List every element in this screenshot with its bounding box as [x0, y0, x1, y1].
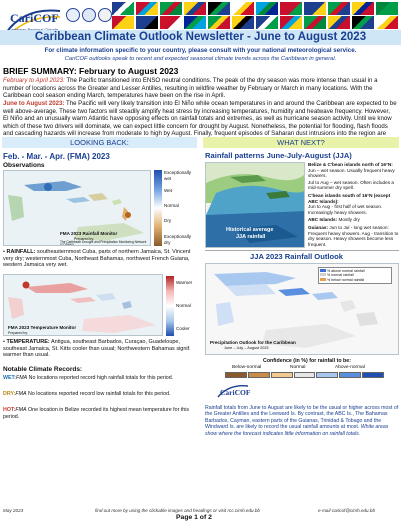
temp-scale-cooler: Cooler	[176, 326, 190, 331]
conf-normal-label: Normal	[290, 365, 306, 370]
outlook-key-box	[318, 267, 392, 284]
country-flag-icon	[304, 16, 326, 29]
caribbean-flags-strip	[112, 2, 400, 32]
fma-temperature-monitor-map[interactable]	[3, 274, 163, 336]
feb-apr-text: The Pacific transitioned into ENSO neutral conditions. The peak of the dry season was more intense than usual in a number of locations across the Greater and Lesser Antilles, resulting in wildfire weather by February or March in many locations. With the Caribbean cool season ending March, temperatures have been on the rise in April.	[3, 77, 378, 99]
country-flag-icon	[208, 2, 230, 15]
note-jul-aug: Jul to Aug – wet season. Often includes a mid-summer dry spell.	[308, 179, 394, 191]
rain-map-network: The Caribbean Drought and Precipitation Monitoring Network (CDPMN)	[60, 240, 147, 246]
outlook-map-sub: June – July – August 2023	[224, 346, 269, 350]
logo-text: CariCOF	[10, 11, 59, 25]
conf-above-label: Above-normal	[335, 365, 365, 370]
what-next-label: WHAT NEXT?	[277, 138, 325, 147]
key-below: % below normal rainfall	[320, 278, 390, 282]
jja-outlook-heading[interactable]: JJA 2023 Rainfall Outlook	[250, 252, 343, 261]
country-flag-icon	[376, 2, 398, 15]
jja-rainfall-outlook-map[interactable]	[205, 263, 399, 355]
confidence-legend-bar	[225, 372, 385, 378]
feb-apr-paragraph	[3, 77, 397, 100]
historical-rainfall-map[interactable]	[205, 162, 305, 248]
small-logo-text: CariCOF	[220, 388, 251, 397]
page-number: Page 1 of 2	[176, 514, 212, 521]
key-above: % above normal rainfall	[320, 269, 390, 273]
wmo-emblem-icon	[82, 8, 96, 22]
fma-heading[interactable]: Feb. - Mar. - Apr. (FMA) 2023	[3, 152, 110, 161]
country-flag-icon	[160, 16, 182, 29]
country-flag-icon	[136, 16, 158, 29]
historical-label: Historical average	[226, 227, 274, 233]
brief-summary-heading: BRIEF SUMMARY: February to August 2023	[3, 66, 179, 76]
rainfall-bullet: • RAINFALL: southeasternmost Cuba, parts of northern Jamaica, St. Vincent very dry; westernmost Cuba, Northeast Bahamas, northwest French Guiana, western Jamaica very wet.	[3, 249, 191, 269]
country-flag-icon	[328, 16, 350, 29]
record-wet: WET:FMA No locations reported record high rainfall totals for this period.	[3, 375, 174, 381]
records-heading: Notable Climate Records:	[3, 366, 83, 373]
rain-scale-normal: Normal	[164, 203, 179, 208]
rain-scale-ex-wet: Exceptionally wet	[164, 170, 192, 181]
rainfall-scale-bar	[154, 170, 162, 246]
temperature-scale-bar	[166, 276, 174, 336]
partner-emblem-icon	[98, 8, 112, 22]
country-flag-icon	[256, 16, 278, 29]
country-flag-icon	[328, 2, 350, 15]
country-flag-icon	[304, 2, 326, 15]
record-hot-label: HOT:	[3, 407, 16, 413]
temp-map-title: FMA 2023 Temperature Monitor	[8, 325, 77, 330]
rain-map-prepared: Prepared by:	[74, 237, 95, 241]
right-divider	[205, 250, 399, 251]
country-flag-icon	[184, 2, 206, 15]
outlook-summary: Rainfall totals from June to August are likely to be the usual or higher across most of the Greater Antilles and the Leeward Is. By contrast, the ABC Is., The Bahamas Barbados, Cayman, eastern parts of the Guianas, Trinidad & Tobago and the Windward Is. are likely to record the usual rainfall amounts at most. White areas show where the forecast indicates little information on rainfall totals.	[205, 405, 399, 437]
confidence-swatch	[294, 372, 316, 378]
confidence-swatch	[271, 372, 293, 378]
country-flag-icon	[376, 16, 398, 29]
country-flag-icon	[352, 2, 374, 15]
country-flag-icon	[256, 2, 278, 15]
note-south: C'bean islands south of 16°N (except ABC Islands): Jun to Aug - first half of wet season. Increasingly heavy showers.	[308, 192, 391, 215]
caricof-small-logo[interactable]	[217, 382, 249, 400]
country-flag-icon	[160, 2, 182, 15]
key-normal: % normal rainfall	[320, 273, 390, 277]
country-flag-icon	[136, 2, 158, 15]
country-flag-icon	[280, 2, 302, 15]
country-flag-icon	[112, 16, 134, 29]
temp-scale-normal: Normal	[176, 303, 191, 308]
rain-scale-ex-dry: Exceptionally dry	[164, 234, 192, 245]
noaa-emblem-icon	[66, 8, 80, 22]
newsletter-title[interactable]: Caribbean Climate Outlook Newsletter - June to August 2023	[34, 31, 367, 43]
record-dry: DRY:FMA No locations reported record low rainfall totals for this period.	[3, 391, 171, 397]
country-flag-icon	[232, 2, 254, 15]
confidence-swatch	[339, 372, 361, 378]
looking-back-label: LOOKING BACK:	[70, 138, 129, 147]
country-flag-icon	[280, 16, 302, 29]
footer-links[interactable]: find out more by using the clickable images and headings or visit rcc.cimh.edu.bb	[95, 508, 260, 513]
jja-patterns-heading[interactable]: Rainfall patterns June-July-August (JJA)	[205, 151, 352, 160]
fma-rainfall-monitor-map[interactable]	[3, 170, 151, 246]
country-flag-icon	[184, 16, 206, 29]
country-flag-icon	[232, 16, 254, 29]
temp-map-prepared: Prepared by:	[8, 331, 29, 335]
jun-aug-lead: June to August 2023:	[3, 100, 65, 107]
observations-label: Observations	[3, 162, 45, 169]
note-north: Belize & C'bean islands north of 16°N: Jun – wet season. Usually frequent heavy showers.	[308, 162, 395, 179]
country-flag-icon	[112, 2, 134, 15]
rain-map-title: FMA 2023 Rainfall Monitor	[60, 231, 118, 236]
historical-label-2: JJA rainfall	[236, 234, 266, 240]
confidence-swatch	[316, 372, 338, 378]
confidence-swatch	[362, 372, 384, 378]
outlook-map-title: Precipitation Outlook for the Caribbean	[210, 340, 296, 345]
info-subline: CariCOF outlooks speak to recent and expected seasonal climate trends across the Caribbean in general.	[64, 56, 337, 62]
record-wet-label: WET:	[3, 375, 16, 381]
confidence-swatch	[225, 372, 247, 378]
conf-below-label: Below-normal	[232, 365, 262, 370]
note-guianas: Guianas: Jun to Jul - long wet season: Frequent heavy showers. Aug - transition to dry season. Heavy showers become less frequent.	[308, 224, 399, 247]
confidence-swatch	[248, 372, 270, 378]
note-abc: ABC Islands: Mostly dry	[308, 217, 360, 223]
rainfall-notes	[308, 162, 400, 247]
temp-scale-warmer: Warmer	[176, 280, 193, 285]
rain-scale-dry: Dry	[164, 218, 172, 223]
info-line: For climate information specific to your country, please consult with your national meteorological service.	[44, 47, 357, 54]
jun-aug-text: The Pacific will very likely transition into El Niño while ocean temperatures in and around the Caribbean are expected to be well above-average. These two factors will steadily amplify heat stress by increasing temperatures, humidity and heatwave frequency. However, El Niño and an unusually warm Atlantic have opposing effects on rainfall totals and extremes, as well as hurricane season activity. Until we know which of these two drivers will dominate, we can expect little concern for drought by August. Nonetheless, the potential for flooding, flash floods and cascading hazards will increase from moderate to high by August. Finally, frequent episodes of Saharan dust intrusions into the region are	[3, 100, 397, 137]
country-flag-icon	[352, 16, 374, 29]
record-hot: HOT:FMA One location in Belize recorded its highest mean temperature for this period.	[3, 407, 190, 420]
rain-scale-wet: Wet	[164, 188, 173, 193]
confidence-heading: Confidence (in %) for rainfall to be:	[263, 358, 351, 364]
record-dry-label: DRY:	[3, 391, 16, 397]
country-flag-icon	[208, 16, 230, 29]
feb-apr-lead: February to April 2023:	[3, 77, 65, 84]
footer-date: May 2023	[3, 508, 24, 513]
footer-email[interactable]: e-mail caricof@cimh.edu.bb	[318, 508, 376, 513]
temperature-bullet: • TEMPERATURE: Antigua, southeast Barbados, Curaçao, Guadeloupe, southeast Jamaica, St. Kitts cooler than usual; Northwestern Bahamas signif. warmer than usual.	[3, 339, 191, 359]
